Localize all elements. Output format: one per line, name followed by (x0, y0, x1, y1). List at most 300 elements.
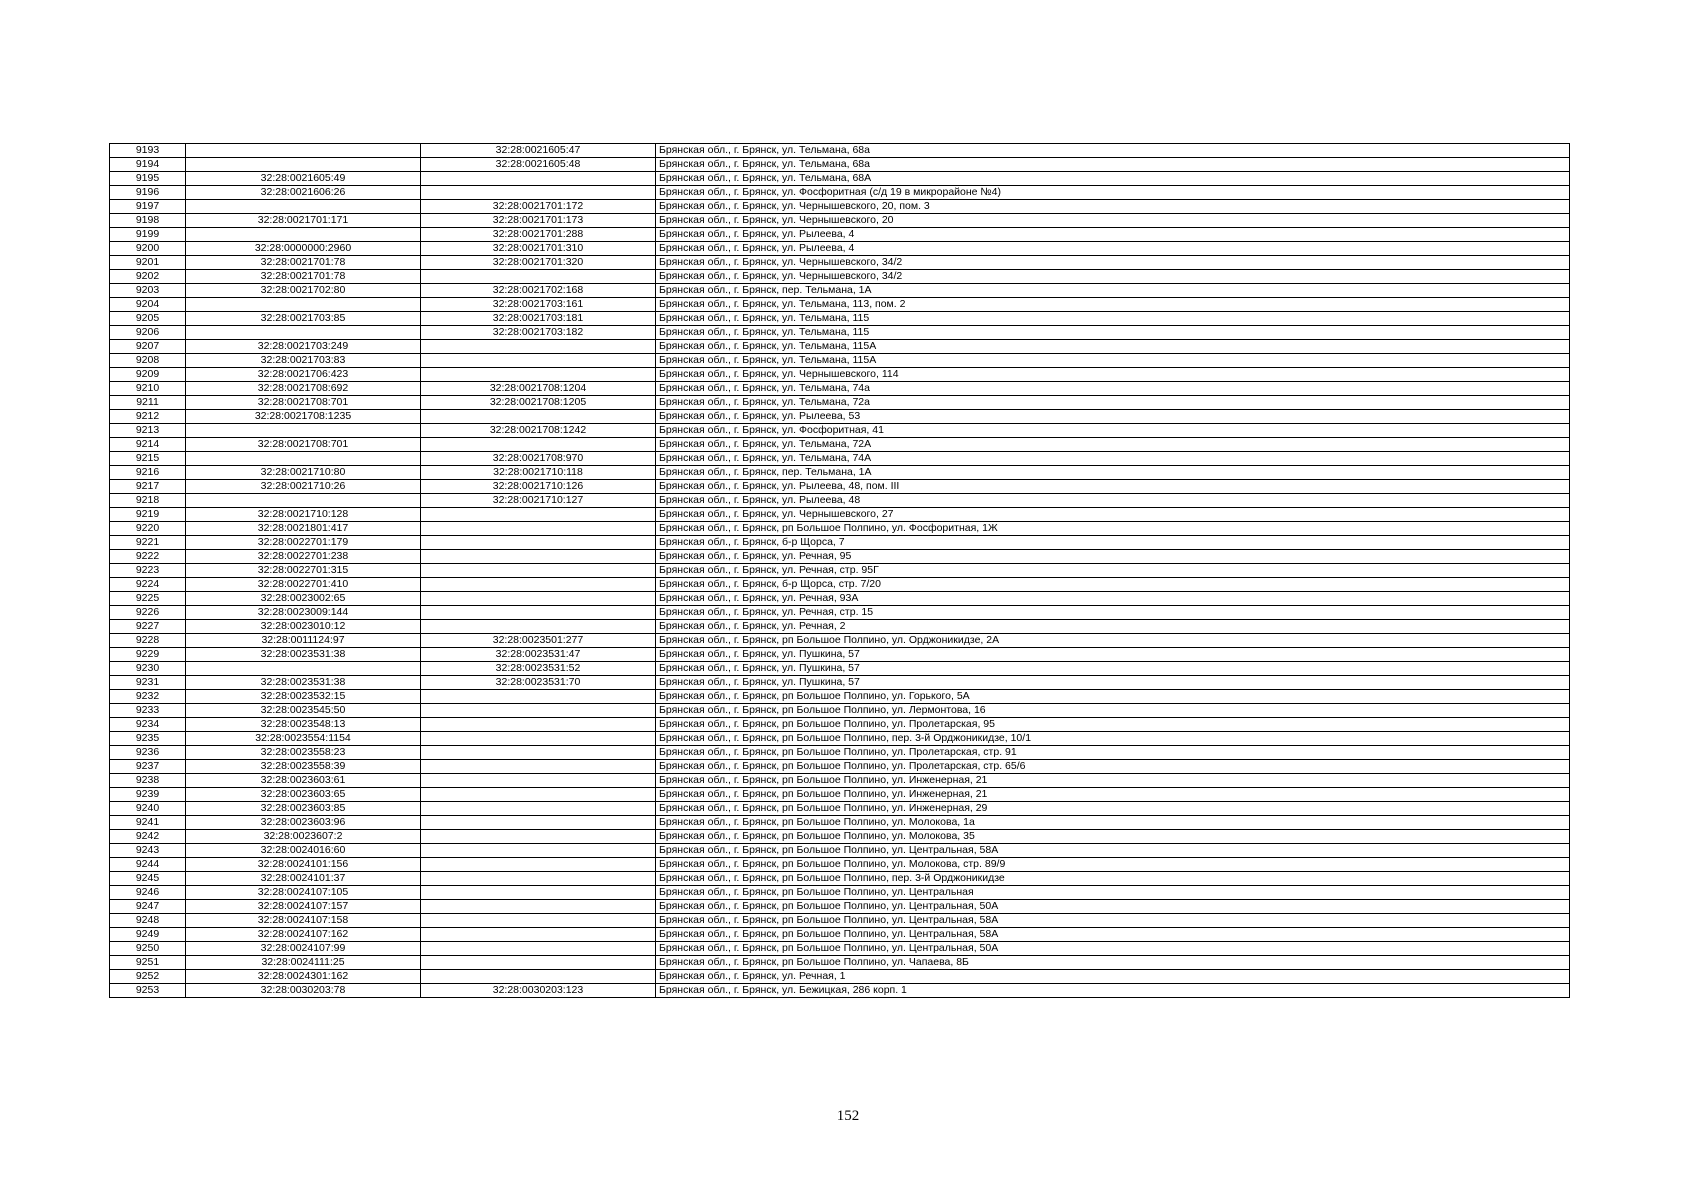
building-cadastral-number-cell (421, 592, 656, 606)
row-number-cell: 9220 (110, 522, 186, 536)
table-row (110, 592, 1570, 606)
page-number: 152 (836, 1108, 860, 1124)
address-cell: Брянская обл., г. Брянск, ул. Рылеева, 53 (656, 410, 1570, 424)
table-row (110, 256, 1570, 270)
address-cell: Брянская обл., г. Брянск, ул. Речная, 95 (656, 550, 1570, 564)
table-row (110, 186, 1570, 200)
address-cell: Брянская обл., г. Брянск, ул. Тельмана, 68а (656, 144, 1570, 158)
row-number-cell: 9196 (110, 186, 186, 200)
row-number-cell: 9221 (110, 536, 186, 550)
land-cadastral-number-cell: 32:28:0021606:26 (186, 186, 421, 200)
row-number-cell: 9198 (110, 214, 186, 228)
row-number-cell: 9230 (110, 662, 186, 676)
land-cadastral-number-cell: 32:28:0030203:78 (186, 984, 421, 998)
address-cell: Брянская обл., г. Брянск, ул. Фосфоритная, 41 (656, 424, 1570, 438)
building-cadastral-number-cell: 32:28:0021708:1205 (421, 396, 656, 410)
row-number-cell: 9234 (110, 718, 186, 732)
land-cadastral-number-cell: 32:28:0021710:80 (186, 466, 421, 480)
building-cadastral-number-cell (421, 578, 656, 592)
table-row (110, 200, 1570, 214)
address-cell: Брянская обл., г. Брянск, б-р Щорса, 7 (656, 536, 1570, 550)
land-cadastral-number-cell: 32:28:0021703:83 (186, 354, 421, 368)
building-cadastral-number-cell (421, 172, 656, 186)
land-cadastral-number-cell: 32:28:0023603:96 (186, 816, 421, 830)
row-number-cell: 9211 (110, 396, 186, 410)
address-cell: Брянская обл., г. Брянск, ул. Тельмана, 74А (656, 452, 1570, 466)
building-cadastral-number-cell: 32:28:0021703:181 (421, 312, 656, 326)
building-cadastral-number-cell: 32:28:0021708:1204 (421, 382, 656, 396)
address-cell: Брянская обл., г. Брянск, рп Большое Полпино, ул. Центральная, 58А (656, 844, 1570, 858)
building-cadastral-number-cell (421, 872, 656, 886)
building-cadastral-number-cell: 32:28:0023531:47 (421, 648, 656, 662)
address-cell: Брянская обл., г. Брянск, ул. Тельмана, 115 (656, 312, 1570, 326)
building-cadastral-number-cell: 32:28:0023531:70 (421, 676, 656, 690)
address-cell: Брянская обл., г. Брянск, рп Большое Полпино, ул. Фосфоритная, 1Ж (656, 522, 1570, 536)
table-row (110, 634, 1570, 648)
row-number-cell: 9197 (110, 200, 186, 214)
land-cadastral-number-cell: 32:28:0023532:15 (186, 690, 421, 704)
row-number-cell: 9217 (110, 480, 186, 494)
row-number-cell: 9219 (110, 508, 186, 522)
address-cell: Брянская обл., г. Брянск, рп Большое Полпино, ул. Центральная, 58А (656, 928, 1570, 942)
table-row (110, 858, 1570, 872)
row-number-cell: 9225 (110, 592, 186, 606)
building-cadastral-number-cell: 32:28:0023531:52 (421, 662, 656, 676)
row-number-cell: 9215 (110, 452, 186, 466)
address-cell: Брянская обл., г. Брянск, ул. Тельмана, 115 (656, 326, 1570, 340)
address-cell: Брянская обл., г. Брянск, пер. Тельмана, 1А (656, 466, 1570, 480)
land-cadastral-number-cell: 32:28:0021801:417 (186, 522, 421, 536)
building-cadastral-number-cell (421, 886, 656, 900)
land-cadastral-number-cell: 32:28:0011124:97 (186, 634, 421, 648)
building-cadastral-number-cell (421, 928, 656, 942)
building-cadastral-number-cell (421, 830, 656, 844)
row-number-cell: 9236 (110, 746, 186, 760)
land-cadastral-number-cell: 32:28:0021703:85 (186, 312, 421, 326)
address-cell: Брянская обл., г. Брянск, ул. Рылеева, 48 (656, 494, 1570, 508)
building-cadastral-number-cell (421, 802, 656, 816)
table-row (110, 368, 1570, 382)
row-number-cell: 9209 (110, 368, 186, 382)
table-row (110, 312, 1570, 326)
row-number-cell: 9224 (110, 578, 186, 592)
table-row (110, 228, 1570, 242)
building-cadastral-number-cell (421, 844, 656, 858)
row-number-cell: 9247 (110, 900, 186, 914)
address-cell: Брянская обл., г. Брянск, ул. Фосфоритная (с/д 19 в микрорайоне №4) (656, 186, 1570, 200)
building-cadastral-number-cell: 32:28:0021701:320 (421, 256, 656, 270)
row-number-cell: 9208 (110, 354, 186, 368)
table-row (110, 424, 1570, 438)
row-number-cell: 9203 (110, 284, 186, 298)
table-row (110, 984, 1570, 998)
table-row (110, 382, 1570, 396)
land-cadastral-number-cell: 32:28:0023531:38 (186, 648, 421, 662)
land-cadastral-number-cell: 32:28:0024101:156 (186, 858, 421, 872)
table-row (110, 690, 1570, 704)
address-cell: Брянская обл., г. Брянск, ул. Рылеева, 4 (656, 228, 1570, 242)
address-cell: Брянская обл., г. Брянск, ул. Тельмана, 72а (656, 396, 1570, 410)
table-row (110, 298, 1570, 312)
address-cell: Брянская обл., г. Брянск, рп Большое Полпино, ул. Чапаева, 8Б (656, 956, 1570, 970)
building-cadastral-number-cell (421, 732, 656, 746)
land-cadastral-number-cell: 32:28:0021701:171 (186, 214, 421, 228)
table-row (110, 270, 1570, 284)
building-cadastral-number-cell (421, 970, 656, 984)
row-number-cell: 9243 (110, 844, 186, 858)
address-cell: Брянская обл., г. Брянск, рп Большое Полпино, ул. Центральная, 50А (656, 900, 1570, 914)
land-cadastral-number-cell: 32:28:0023607:2 (186, 830, 421, 844)
row-number-cell: 9207 (110, 340, 186, 354)
building-cadastral-number-cell (421, 564, 656, 578)
building-cadastral-number-cell (421, 718, 656, 732)
table-row (110, 718, 1570, 732)
land-cadastral-number-cell: 32:28:0023603:61 (186, 774, 421, 788)
row-number-cell: 9249 (110, 928, 186, 942)
land-cadastral-number-cell (186, 144, 421, 158)
building-cadastral-number-cell: 32:28:0021605:47 (421, 144, 656, 158)
row-number-cell: 9226 (110, 606, 186, 620)
cadastral-table (109, 143, 1570, 998)
row-number-cell: 9200 (110, 242, 186, 256)
address-cell: Брянская обл., г. Брянск, ул. Тельмана, 113, пом. 2 (656, 298, 1570, 312)
row-number-cell: 9239 (110, 788, 186, 802)
table-row (110, 340, 1570, 354)
table-row (110, 284, 1570, 298)
table-row (110, 410, 1570, 424)
address-cell: Брянская обл., г. Брянск, рп Большое Полпино, ул. Пролетарская, 95 (656, 718, 1570, 732)
address-cell: Брянская обл., г. Брянск, ул. Тельмана, 74а (656, 382, 1570, 396)
land-cadastral-number-cell (186, 158, 421, 172)
row-number-cell: 9251 (110, 956, 186, 970)
row-number-cell: 9252 (110, 970, 186, 984)
address-cell: Брянская обл., г. Брянск, ул. Тельмана, 115А (656, 354, 1570, 368)
building-cadastral-number-cell (421, 774, 656, 788)
land-cadastral-number-cell (186, 326, 421, 340)
row-number-cell: 9250 (110, 942, 186, 956)
address-cell: Брянская обл., г. Брянск, ул. Чернышевского, 114 (656, 368, 1570, 382)
row-number-cell: 9253 (110, 984, 186, 998)
land-cadastral-number-cell: 32:28:0022701:179 (186, 536, 421, 550)
address-cell: Брянская обл., г. Брянск, рп Большое Полпино, ул. Орджоникидзе, 2А (656, 634, 1570, 648)
land-cadastral-number-cell: 32:28:0023603:65 (186, 788, 421, 802)
table-body (110, 144, 1570, 998)
building-cadastral-number-cell (421, 788, 656, 802)
building-cadastral-number-cell: 32:28:0021702:168 (421, 284, 656, 298)
row-number-cell: 9235 (110, 732, 186, 746)
address-cell: Брянская обл., г. Брянск, ул. Тельмана, 68а (656, 158, 1570, 172)
table-row (110, 816, 1570, 830)
table-row (110, 802, 1570, 816)
table-row (110, 886, 1570, 900)
table-row (110, 452, 1570, 466)
building-cadastral-number-cell (421, 606, 656, 620)
building-cadastral-number-cell: 32:28:0021710:126 (421, 480, 656, 494)
row-number-cell: 9229 (110, 648, 186, 662)
address-cell: Брянская обл., г. Брянск, ул. Речная, 93А (656, 592, 1570, 606)
building-cadastral-number-cell: 32:28:0021703:161 (421, 298, 656, 312)
address-cell: Брянская обл., г. Брянск, рп Большое Полпино, ул. Центральная (656, 886, 1570, 900)
address-cell: Брянская обл., г. Брянск, рп Большое Полпино, ул. Пролетарская, стр. 65/6 (656, 760, 1570, 774)
land-cadastral-number-cell: 32:28:0021710:128 (186, 508, 421, 522)
table-row (110, 928, 1570, 942)
land-cadastral-number-cell (186, 452, 421, 466)
land-cadastral-number-cell: 32:28:0023531:38 (186, 676, 421, 690)
building-cadastral-number-cell: 32:28:0023501:277 (421, 634, 656, 648)
land-cadastral-number-cell: 32:28:0021605:49 (186, 172, 421, 186)
row-number-cell: 9206 (110, 326, 186, 340)
building-cadastral-number-cell (421, 760, 656, 774)
row-number-cell: 9228 (110, 634, 186, 648)
row-number-cell: 9195 (110, 172, 186, 186)
row-number-cell: 9244 (110, 858, 186, 872)
row-number-cell: 9231 (110, 676, 186, 690)
row-number-cell: 9233 (110, 704, 186, 718)
building-cadastral-number-cell (421, 690, 656, 704)
land-cadastral-number-cell: 32:28:0024111:25 (186, 956, 421, 970)
building-cadastral-number-cell (421, 354, 656, 368)
building-cadastral-number-cell (421, 858, 656, 872)
building-cadastral-number-cell (421, 704, 656, 718)
table-row (110, 662, 1570, 676)
row-number-cell: 9194 (110, 158, 186, 172)
building-cadastral-number-cell (421, 536, 656, 550)
building-cadastral-number-cell (421, 746, 656, 760)
building-cadastral-number-cell (421, 522, 656, 536)
row-number-cell: 9237 (110, 760, 186, 774)
table-row (110, 354, 1570, 368)
land-cadastral-number-cell (186, 424, 421, 438)
table-row (110, 774, 1570, 788)
row-number-cell: 9223 (110, 564, 186, 578)
row-number-cell: 9232 (110, 690, 186, 704)
land-cadastral-number-cell: 32:28:0023010:12 (186, 620, 421, 634)
row-number-cell: 9216 (110, 466, 186, 480)
building-cadastral-number-cell: 32:28:0021708:1242 (421, 424, 656, 438)
table-row (110, 900, 1570, 914)
address-cell: Брянская обл., г. Брянск, рп Большое Полпино, ул. Молокова, 35 (656, 830, 1570, 844)
row-number-cell: 9245 (110, 872, 186, 886)
land-cadastral-number-cell: 32:28:0024107:105 (186, 886, 421, 900)
building-cadastral-number-cell: 32:28:0021605:48 (421, 158, 656, 172)
land-cadastral-number-cell: 32:28:0021701:78 (186, 270, 421, 284)
address-cell: Брянская обл., г. Брянск, ул. Тельмана, 72А (656, 438, 1570, 452)
building-cadastral-number-cell: 32:28:0021710:118 (421, 466, 656, 480)
building-cadastral-number-cell (421, 438, 656, 452)
address-cell: Брянская обл., г. Брянск, ул. Речная, 2 (656, 620, 1570, 634)
address-cell: Брянская обл., г. Брянск, ул. Пушкина, 57 (656, 662, 1570, 676)
building-cadastral-number-cell (421, 942, 656, 956)
table-row (110, 144, 1570, 158)
table-row (110, 942, 1570, 956)
land-cadastral-number-cell: 32:28:0023548:13 (186, 718, 421, 732)
row-number-cell: 9222 (110, 550, 186, 564)
building-cadastral-number-cell (421, 410, 656, 424)
address-cell: Брянская обл., г. Брянск, б-р Щорса, стр. 7/20 (656, 578, 1570, 592)
address-cell: Брянская обл., г. Брянск, ул. Чернышевского, 20 (656, 214, 1570, 228)
land-cadastral-number-cell: 32:28:0023002:65 (186, 592, 421, 606)
land-cadastral-number-cell (186, 662, 421, 676)
land-cadastral-number-cell: 32:28:0023554:1154 (186, 732, 421, 746)
address-cell: Брянская обл., г. Брянск, ул. Чернышевского, 20, пом. 3 (656, 200, 1570, 214)
building-cadastral-number-cell (421, 914, 656, 928)
address-cell: Брянская обл., г. Брянск, ул. Речная, стр. 15 (656, 606, 1570, 620)
land-cadastral-number-cell (186, 200, 421, 214)
table-row (110, 522, 1570, 536)
row-number-cell: 9242 (110, 830, 186, 844)
land-cadastral-number-cell: 32:28:0021708:1235 (186, 410, 421, 424)
address-cell: Брянская обл., г. Брянск, ул. Тельмана, 68А (656, 172, 1570, 186)
land-cadastral-number-cell (186, 298, 421, 312)
land-cadastral-number-cell: 32:28:0021701:78 (186, 256, 421, 270)
building-cadastral-number-cell (421, 270, 656, 284)
address-cell: Брянская обл., г. Брянск, рп Большое Полпино, пер. 3-й Орджоникидзе, 10/1 (656, 732, 1570, 746)
land-cadastral-number-cell: 32:28:0023558:23 (186, 746, 421, 760)
land-cadastral-number-cell: 32:28:0023009:144 (186, 606, 421, 620)
table-row (110, 214, 1570, 228)
land-cadastral-number-cell: 32:28:0023603:85 (186, 802, 421, 816)
building-cadastral-number-cell: 32:28:0021710:127 (421, 494, 656, 508)
address-cell: Брянская обл., г. Брянск, ул. Речная, стр. 95Г (656, 564, 1570, 578)
address-cell: Брянская обл., г. Брянск, рп Большое Полпино, пер. 3-й Орджоникидзе (656, 872, 1570, 886)
row-number-cell: 9218 (110, 494, 186, 508)
table-row (110, 172, 1570, 186)
land-cadastral-number-cell: 32:28:0021710:26 (186, 480, 421, 494)
building-cadastral-number-cell (421, 186, 656, 200)
land-cadastral-number-cell: 32:28:0023558:39 (186, 760, 421, 774)
address-cell: Брянская обл., г. Брянск, ул. Чернышевского, 34/2 (656, 270, 1570, 284)
land-cadastral-number-cell: 32:28:0021708:701 (186, 396, 421, 410)
table-row (110, 480, 1570, 494)
land-cadastral-number-cell: 32:28:0023545:50 (186, 704, 421, 718)
address-cell: Брянская обл., г. Брянск, рп Большое Полпино, ул. Молокова, стр. 89/9 (656, 858, 1570, 872)
table-row (110, 956, 1570, 970)
address-cell: Брянская обл., г. Брянск, рп Большое Полпино, ул. Центральная, 50А (656, 942, 1570, 956)
address-cell: Брянская обл., г. Брянск, пер. Тельмана, 1А (656, 284, 1570, 298)
building-cadastral-number-cell: 32:28:0021701:172 (421, 200, 656, 214)
building-cadastral-number-cell (421, 550, 656, 564)
row-number-cell: 9199 (110, 228, 186, 242)
building-cadastral-number-cell: 32:28:0021701:288 (421, 228, 656, 242)
address-cell: Брянская обл., г. Брянск, ул. Чернышевского, 27 (656, 508, 1570, 522)
table-row (110, 564, 1570, 578)
land-cadastral-number-cell: 32:28:0022701:410 (186, 578, 421, 592)
building-cadastral-number-cell (421, 508, 656, 522)
row-number-cell: 9241 (110, 816, 186, 830)
land-cadastral-number-cell: 32:28:0024107:157 (186, 900, 421, 914)
row-number-cell: 9240 (110, 802, 186, 816)
row-number-cell: 9201 (110, 256, 186, 270)
land-cadastral-number-cell: 32:28:0024301:162 (186, 970, 421, 984)
address-cell: Брянская обл., г. Брянск, ул. Тельмана, 115А (656, 340, 1570, 354)
row-number-cell: 9246 (110, 886, 186, 900)
table-row (110, 326, 1570, 340)
land-cadastral-number-cell: 32:28:0022701:238 (186, 550, 421, 564)
table-row (110, 704, 1570, 718)
table-row (110, 830, 1570, 844)
building-cadastral-number-cell: 32:28:0021703:182 (421, 326, 656, 340)
land-cadastral-number-cell: 32:28:0021702:80 (186, 284, 421, 298)
address-cell: Брянская обл., г. Брянск, ул. Чернышевского, 34/2 (656, 256, 1570, 270)
table-row (110, 466, 1570, 480)
building-cadastral-number-cell: 32:28:0021701:173 (421, 214, 656, 228)
building-cadastral-number-cell: 32:28:0021708:970 (421, 452, 656, 466)
address-cell: Брянская обл., г. Брянск, ул. Пушкина, 57 (656, 676, 1570, 690)
table-row (110, 844, 1570, 858)
address-cell: Брянская обл., г. Брянск, рп Большое Полпино, ул. Инженерная, 21 (656, 788, 1570, 802)
row-number-cell: 9238 (110, 774, 186, 788)
building-cadastral-number-cell (421, 900, 656, 914)
row-number-cell: 9205 (110, 312, 186, 326)
address-cell: Брянская обл., г. Брянск, рп Большое Полпино, ул. Горького, 5А (656, 690, 1570, 704)
table-row (110, 732, 1570, 746)
building-cadastral-number-cell (421, 956, 656, 970)
table-row (110, 158, 1570, 172)
land-cadastral-number-cell: 32:28:0021708:692 (186, 382, 421, 396)
address-cell: Брянская обл., г. Брянск, рп Большое Полпино, ул. Инженерная, 29 (656, 802, 1570, 816)
table-row (110, 676, 1570, 690)
land-cadastral-number-cell: 32:28:0024107:99 (186, 942, 421, 956)
table-row (110, 536, 1570, 550)
row-number-cell: 9214 (110, 438, 186, 452)
table-row (110, 760, 1570, 774)
land-cadastral-number-cell (186, 494, 421, 508)
address-cell: Брянская обл., г. Брянск, рп Большое Полпино, ул. Лермонтова, 16 (656, 704, 1570, 718)
table-row (110, 438, 1570, 452)
address-cell: Брянская обл., г. Брянск, ул. Рылеева, 4 (656, 242, 1570, 256)
row-number-cell: 9248 (110, 914, 186, 928)
land-cadastral-number-cell (186, 228, 421, 242)
row-number-cell: 9227 (110, 620, 186, 634)
table-row (110, 788, 1570, 802)
table-row (110, 242, 1570, 256)
building-cadastral-number-cell: 32:28:0030203:123 (421, 984, 656, 998)
row-number-cell: 9210 (110, 382, 186, 396)
address-cell: Брянская обл., г. Брянск, ул. Пушкина, 57 (656, 648, 1570, 662)
land-cadastral-number-cell: 32:28:0024016:60 (186, 844, 421, 858)
table-row (110, 746, 1570, 760)
table-row (110, 620, 1570, 634)
table-row (110, 606, 1570, 620)
table-row (110, 494, 1570, 508)
building-cadastral-number-cell (421, 368, 656, 382)
land-cadastral-number-cell: 32:28:0021703:249 (186, 340, 421, 354)
building-cadastral-number-cell (421, 620, 656, 634)
table-row (110, 872, 1570, 886)
table-row (110, 578, 1570, 592)
table-row (110, 648, 1570, 662)
land-cadastral-number-cell: 32:28:0024107:162 (186, 928, 421, 942)
table-row (110, 550, 1570, 564)
address-cell: Брянская обл., г. Брянск, ул. Бежицкая, 286 корп. 1 (656, 984, 1570, 998)
land-cadastral-number-cell: 32:28:0000000:2960 (186, 242, 421, 256)
address-cell: Брянская обл., г. Брянск, рп Большое Полпино, ул. Центральная, 58А (656, 914, 1570, 928)
table-row (110, 508, 1570, 522)
table-row (110, 914, 1570, 928)
row-number-cell: 9213 (110, 424, 186, 438)
address-cell: Брянская обл., г. Брянск, ул. Рылеева, 48, пом. III (656, 480, 1570, 494)
building-cadastral-number-cell (421, 816, 656, 830)
row-number-cell: 9204 (110, 298, 186, 312)
table-row (110, 396, 1570, 410)
land-cadastral-number-cell: 32:28:0021706:423 (186, 368, 421, 382)
building-cadastral-number-cell (421, 340, 656, 354)
land-cadastral-number-cell: 32:28:0021708:701 (186, 438, 421, 452)
row-number-cell: 9193 (110, 144, 186, 158)
row-number-cell: 9202 (110, 270, 186, 284)
address-cell: Брянская обл., г. Брянск, рп Большое Полпино, ул. Инженерная, 21 (656, 774, 1570, 788)
land-cadastral-number-cell: 32:28:0024101:37 (186, 872, 421, 886)
